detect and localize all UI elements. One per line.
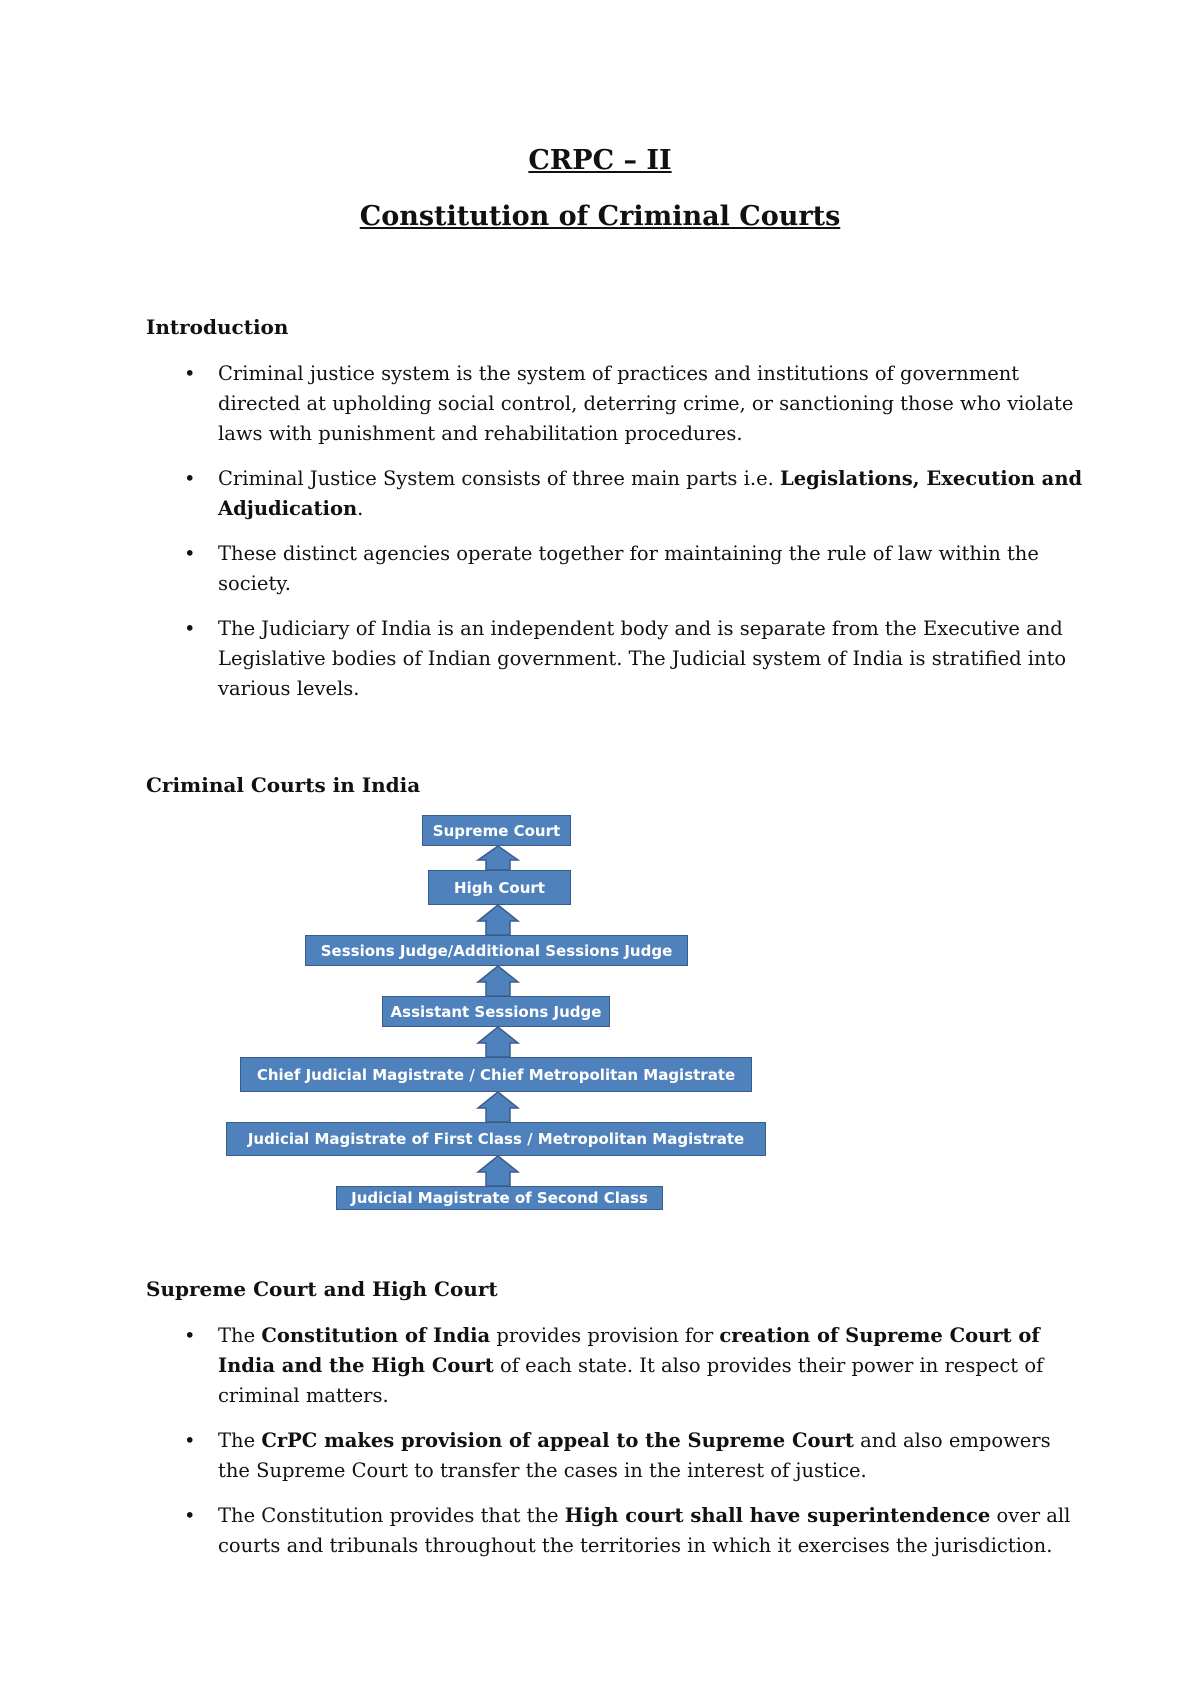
list-item-text: These distinct agencies operate together for maintaining the rule of law within the society. <box>218 542 1039 595</box>
list-item <box>146 1426 1086 1486</box>
courts-heading: Criminal Courts in India <box>146 773 421 797</box>
list-item-bold: Legislations, Execution and Adjudication <box>218 467 1083 520</box>
list-item <box>146 359 1086 449</box>
list-item-bold: Constitution of India <box>261 1324 491 1347</box>
list-item-bold: High court shall have superintendence <box>564 1504 991 1527</box>
list-item-text: Criminal justice system is the system of practices and institutions of government directed at upholding social control, deterring crime, or sanctioning those who violate laws with punishment and rehabilitation procedures. <box>218 362 1074 445</box>
up-arrow-icon <box>478 1092 518 1122</box>
list-item-text: . <box>357 497 364 520</box>
up-arrow-icon <box>478 1027 518 1057</box>
list-item-text: of each state. It also provides their power in respect of criminal matters. <box>218 1354 1044 1407</box>
document-title: CRPC – II <box>528 145 672 176</box>
court-level-judicial-magistrate-second-class: Judicial Magistrate of Second Class <box>336 1186 663 1210</box>
list-item-text: The <box>218 1324 262 1347</box>
sc-hc-list <box>146 1321 1086 1576</box>
list-item <box>146 539 1086 599</box>
list-item-text: Criminal Justice System consists of three main parts i.e. <box>218 467 781 490</box>
list-item <box>146 1321 1086 1411</box>
up-arrow-icon <box>478 846 518 870</box>
list-item-bold: CrPC makes provision of appeal to the Supreme Court <box>261 1429 854 1452</box>
list-item-text: The Judiciary of India is an independent body and is separate from the Executive and Legislative bodies of Indian government. The Judicial system of India is stratified into various levels. <box>218 617 1067 700</box>
list-item <box>146 1501 1086 1561</box>
list-item-text: The <box>218 1429 262 1452</box>
list-item-text: The Constitution provides that the <box>218 1504 565 1527</box>
list-item <box>146 464 1086 524</box>
court-level-judicial-magistrate-first-class: Judicial Magistrate of First Class / Metropolitan Magistrate <box>226 1122 766 1156</box>
court-level-supreme-court: Supreme Court <box>422 815 571 846</box>
court-level-chief-judicial-magistrate: Chief Judicial Magistrate / Chief Metropolitan Magistrate <box>240 1057 752 1092</box>
document-subtitle: Constitution of Criminal Courts <box>359 201 841 232</box>
court-level-high-court: High Court <box>428 870 571 905</box>
introduction-heading: Introduction <box>146 315 289 339</box>
court-level-assistant-sessions-judge: Assistant Sessions Judge <box>382 996 610 1027</box>
list-item-text: and also empowers the Supreme Court to transfer the cases in the interest of justice. <box>218 1429 1051 1482</box>
list-item-bold: creation of Supreme Court of India and the High Court <box>218 1324 1040 1377</box>
sc-hc-heading: Supreme Court and High Court <box>146 1277 498 1301</box>
list-item-text: provides provision for <box>490 1324 720 1347</box>
list-item <box>146 614 1086 704</box>
list-item-text: over all courts and tribunals throughout the territories in which it exercises the jurisdiction. <box>218 1504 1071 1557</box>
up-arrow-icon <box>478 1156 518 1186</box>
introduction-list <box>146 359 1086 719</box>
up-arrow-icon <box>478 966 518 996</box>
up-arrow-icon <box>478 905 518 935</box>
court-level-sessions-judge: Sessions Judge/Additional Sessions Judge <box>305 935 688 966</box>
